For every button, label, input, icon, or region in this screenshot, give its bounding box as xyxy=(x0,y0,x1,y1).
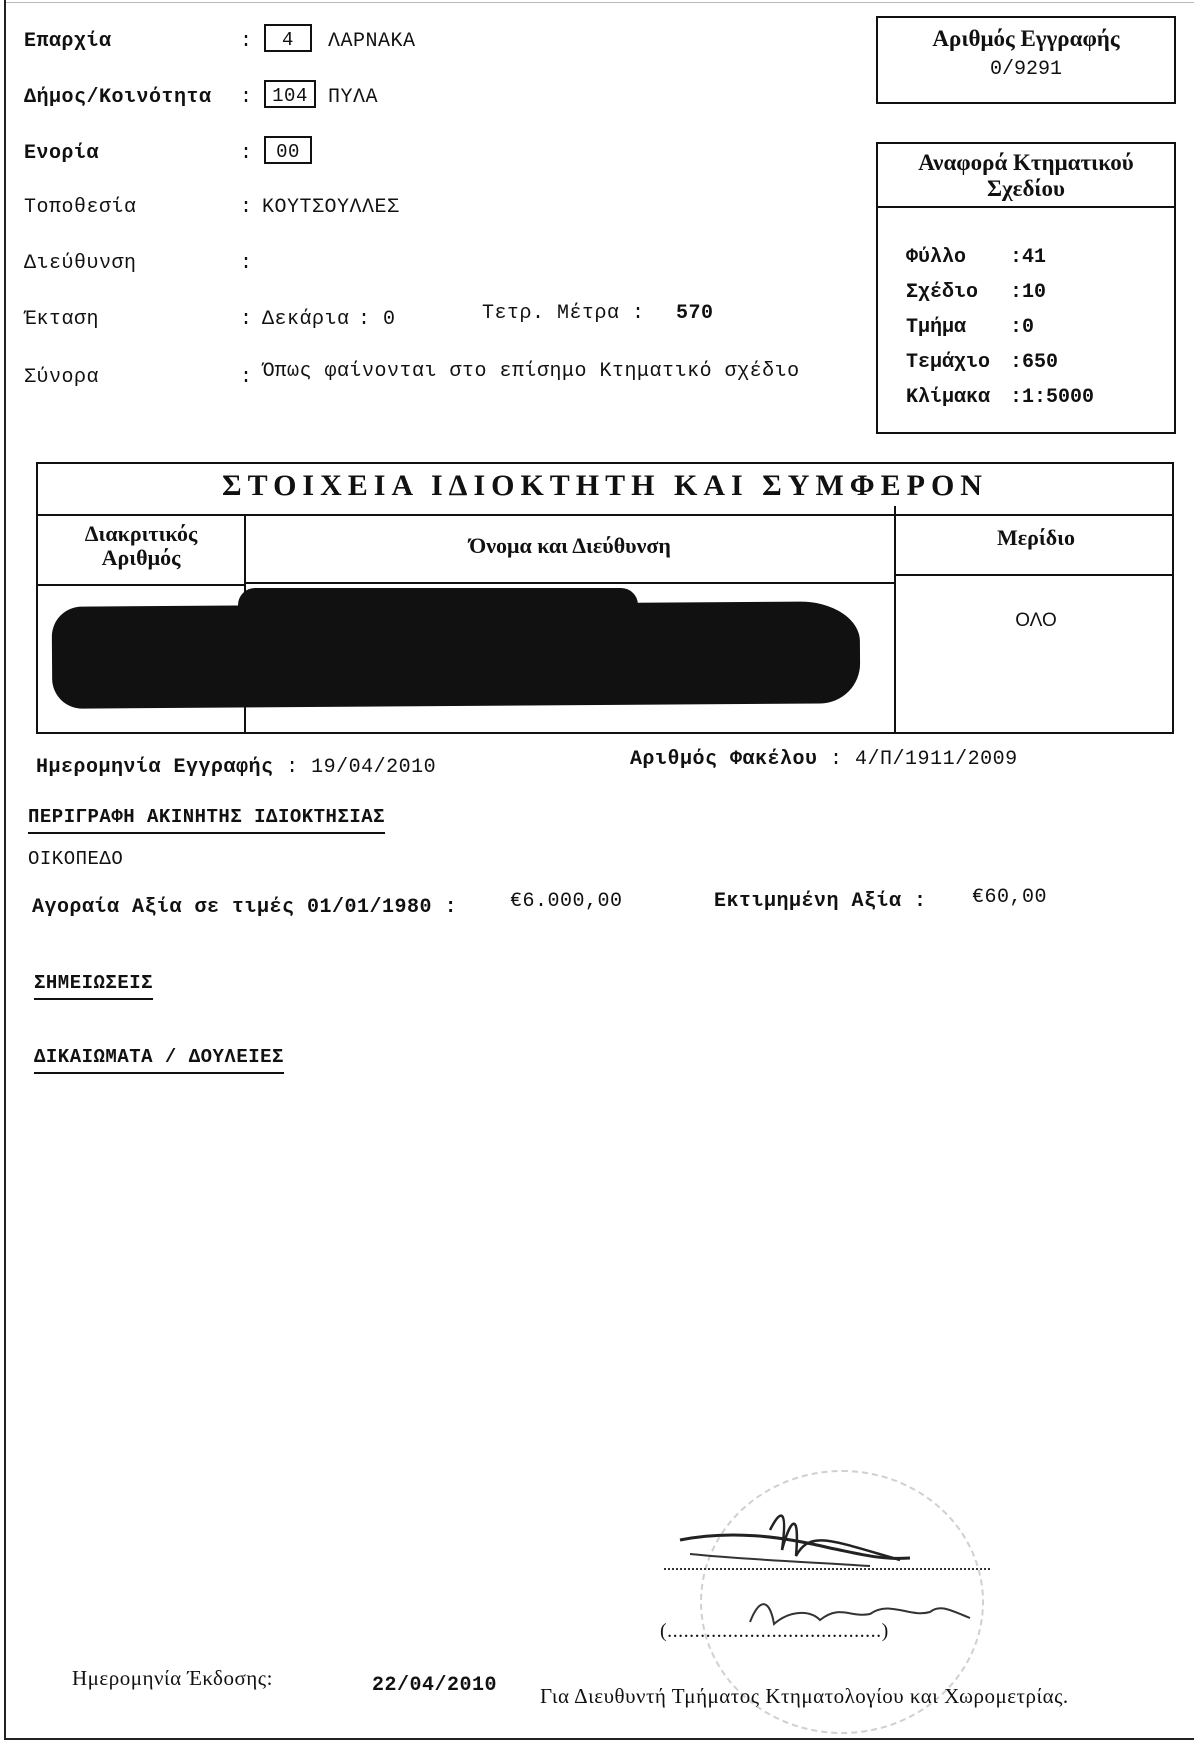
plan-ref-section xyxy=(906,316,1034,339)
plan-ref-sheet-key: Φύλλο xyxy=(906,246,967,269)
signature-name-placeholder: (.......................................) xyxy=(660,1620,889,1642)
address-label: Διεύθυνση xyxy=(24,252,137,275)
owner-table-header-divider-3 xyxy=(894,574,1174,576)
area-sqm-label: Τετρ. Μέτρα : xyxy=(482,302,645,325)
district-code: 4 xyxy=(264,24,312,52)
plan-reference-title xyxy=(878,150,1174,202)
rights-heading-text: ΔΙΚΑΙΩΜΑΤΑ / ΔΟΥΛΕΙΕΣ xyxy=(34,1046,284,1074)
owner-table-header-divider-2 xyxy=(244,582,894,584)
property-description-value: ΟΙΚΟΠΕΔΟ xyxy=(28,848,124,870)
owner-table-header-id-line2: Αριθμός xyxy=(101,545,181,570)
registration-date-label: Ημερομηνία Εγγραφής xyxy=(36,756,274,779)
address-colon: : xyxy=(240,252,253,275)
location-colon: : xyxy=(240,196,253,219)
rights-heading xyxy=(34,1046,284,1068)
plan-ref-scale-value: :1:5000 xyxy=(1010,386,1095,409)
signature-line xyxy=(664,1568,990,1570)
area-sqm-value: 570 xyxy=(676,302,714,325)
area-dekaria-label: Δεκάρια xyxy=(262,308,350,331)
redaction-mark xyxy=(52,601,861,709)
plan-ref-plot-key: Τεμάχιο xyxy=(906,351,991,374)
plan-reference-box xyxy=(876,142,1176,434)
page-border-bottom xyxy=(4,1738,1194,1740)
area-label: Έκταση xyxy=(24,308,100,331)
owner-table-header-divider-1 xyxy=(38,584,244,586)
property-description-heading-text: ΠΕΡΙΓΡΑΦΗ ΑΚΙΝΗΤΗΣ ΙΔΙΟΚΤΗΣΙΑΣ xyxy=(28,806,385,834)
issue-date-label: Ημερομηνία Έκδοσης: xyxy=(72,1666,273,1690)
plan-ref-plan xyxy=(906,281,1046,304)
registration-number-value: 0/9291 xyxy=(989,58,1062,81)
municipality-colon: : xyxy=(240,86,253,109)
registration-number-box xyxy=(876,16,1176,104)
file-number-value: : 4/Π/1911/2009 xyxy=(830,748,1018,771)
owner-table-header-name: Όνομα και Διεύθυνση xyxy=(469,533,671,558)
plan-ref-sheet-value: :41 xyxy=(1010,246,1047,269)
market-value-label: Αγοραία Αξία σε τιμές 01/01/1980 : xyxy=(32,896,458,919)
owner-table xyxy=(36,462,1174,734)
municipality-value: ΠΥΛΑ xyxy=(328,86,379,109)
owner-table-header-id-line1: Διακριτικός xyxy=(84,521,198,546)
plan-ref-plot-value: :650 xyxy=(1010,351,1059,374)
page-border-top xyxy=(4,2,1194,3)
municipality-label: Δήμος/Κοινότητα xyxy=(24,86,212,109)
parish-label: Ενορία xyxy=(24,142,100,165)
owner-share-value: ΟΛΟ xyxy=(1015,610,1057,631)
notes-heading-text: ΣΗΜΕΙΩΣΕΙΣ xyxy=(34,972,153,1000)
boundaries-value: Όπως φαίνονται στο επίσημο Κτηματικό σχέδιο xyxy=(262,360,800,383)
area-dekaria-value: : 0 xyxy=(358,308,396,331)
parish-colon: : xyxy=(240,142,253,165)
plan-reference-title-line1: Αναφορά Κτηματικού xyxy=(918,150,1134,175)
plan-ref-scale xyxy=(906,386,1094,409)
owner-table-header-id xyxy=(38,522,244,570)
plan-ref-scale-key: Κλίμακα xyxy=(906,386,991,409)
registration-number-title: Αριθμός Εγγραφής xyxy=(932,26,1120,51)
district-colon: : xyxy=(240,30,253,53)
page-border-left xyxy=(4,0,6,1740)
plan-ref-plan-value: :10 xyxy=(1010,281,1047,304)
plan-ref-plan-key: Σχέδιο xyxy=(906,281,979,304)
parish-code: 00 xyxy=(264,136,312,164)
owner-table-header-share: Μερίδιο xyxy=(997,525,1075,550)
signature-image xyxy=(670,1500,1010,1640)
plan-reference-title-line2: Σχεδίου xyxy=(987,176,1065,201)
property-description-heading xyxy=(28,806,385,828)
location-value: ΚΟΥΤΣΟΥΛΛΕΣ xyxy=(262,196,400,219)
boundaries-label: Σύνορα xyxy=(24,366,100,389)
market-value-amount: €6.000,00 xyxy=(510,890,623,913)
district-label: Επαρχία xyxy=(24,30,112,53)
plan-reference-divider xyxy=(878,206,1174,208)
municipality-code: 104 xyxy=(264,80,316,108)
owner-table-title: ΣΤΟΙΧΕΙΑ ΙΔΙΟΚΤΗΤΗ ΚΑΙ ΣΥΜΦΕΡΟΝ xyxy=(222,469,988,502)
registration-date-row xyxy=(36,756,436,779)
file-number-label: Αριθμός Φακέλου xyxy=(630,748,818,771)
plan-ref-sheet xyxy=(906,246,1046,269)
plan-ref-section-key: Τμήμα xyxy=(906,316,967,339)
file-number-row xyxy=(630,748,1018,771)
signatory-caption: Για Διευθυντή Τμήματος Κτηματολογίου και Χωρομετρίας. xyxy=(540,1684,1069,1708)
location-label: Τοποθεσία xyxy=(24,196,137,219)
owner-table-title-divider xyxy=(38,514,1172,516)
plan-ref-plot xyxy=(906,351,1058,374)
district-value: ΛΑΡΝΑΚΑ xyxy=(328,30,416,53)
issue-date-value: 22/04/2010 xyxy=(372,1674,498,1697)
notes-heading xyxy=(34,972,153,994)
registration-date-value: : 19/04/2010 xyxy=(286,756,437,779)
area-colon: : xyxy=(240,308,253,331)
boundaries-colon: : xyxy=(240,366,253,389)
plan-ref-section-value: :0 xyxy=(1010,316,1035,339)
estimated-value-amount: €60,00 xyxy=(972,886,1048,909)
estimated-value-label: Εκτιμημένη Αξία : xyxy=(714,890,927,913)
